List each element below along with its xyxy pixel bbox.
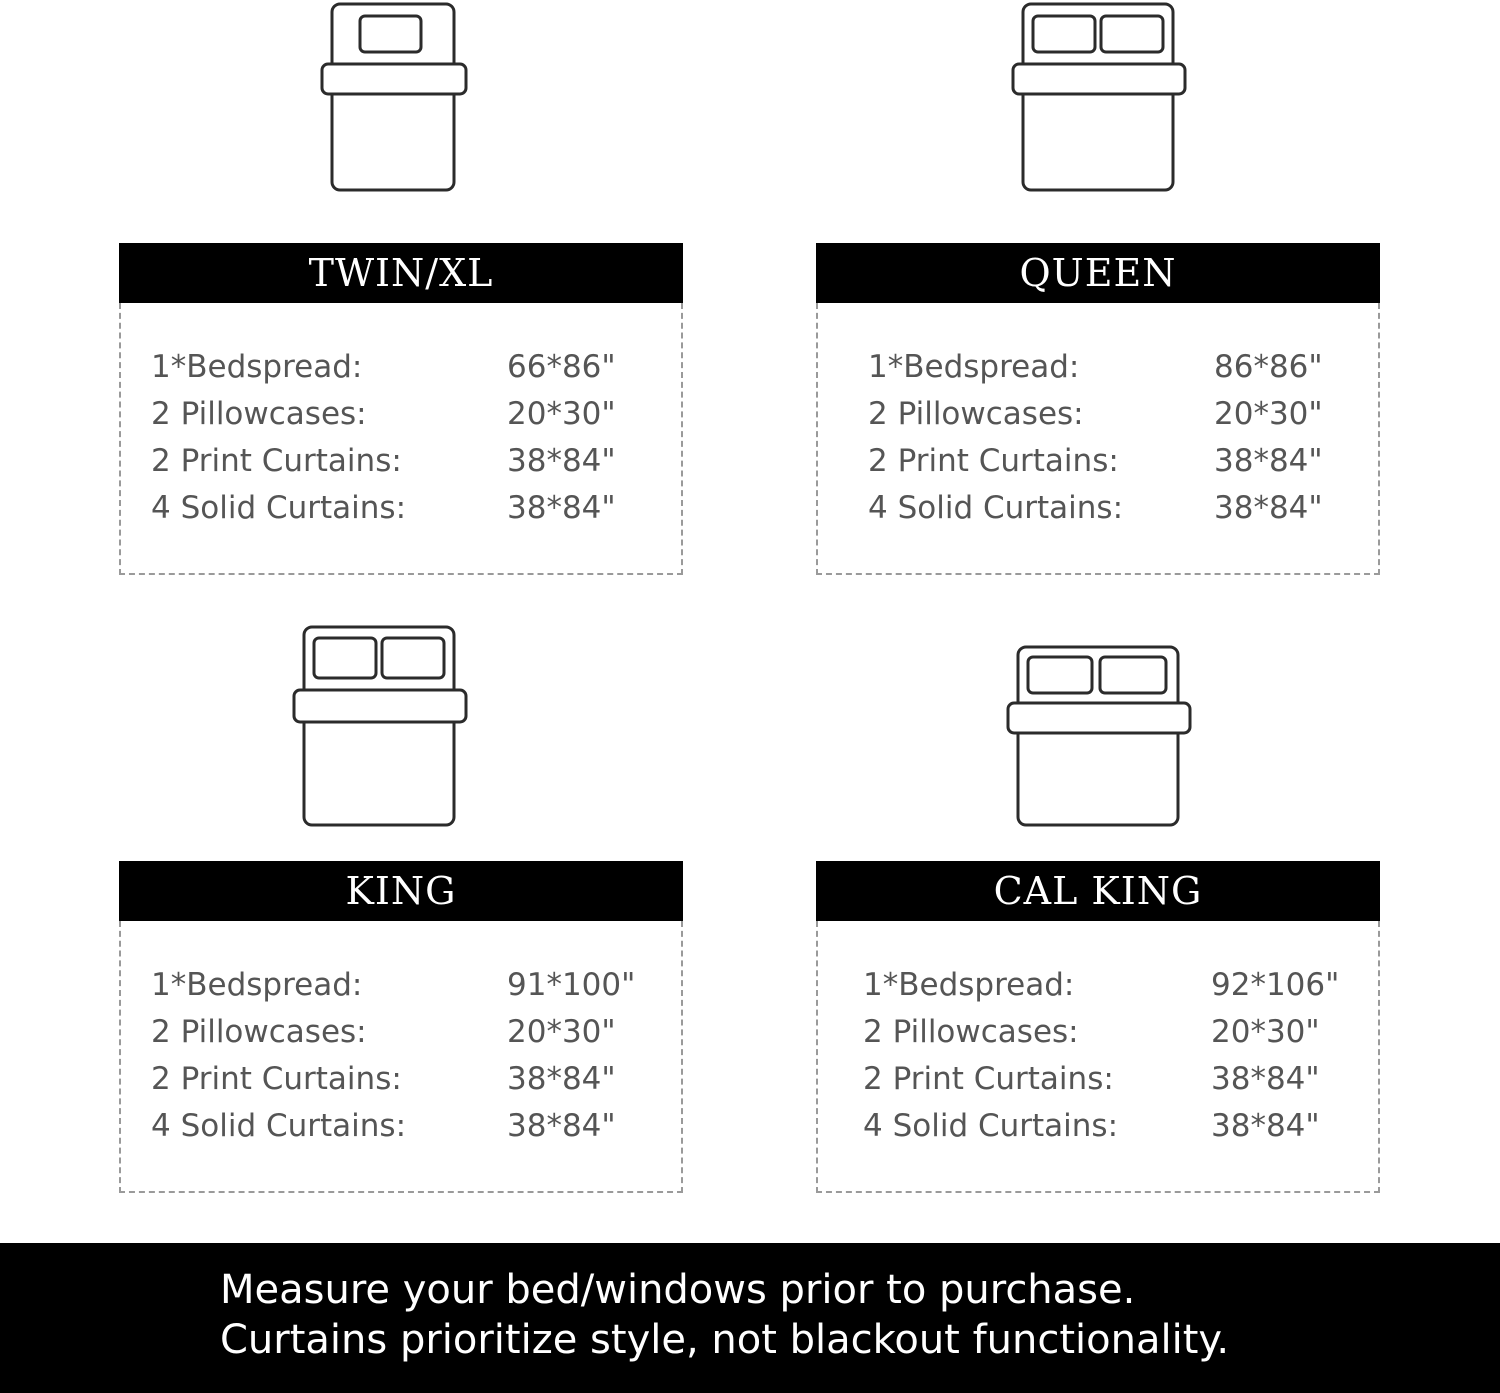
spec-item-value: 91*100" bbox=[507, 966, 636, 1003]
spec-item-value: 38*84" bbox=[1211, 1060, 1320, 1097]
spec-item-value: 20*30" bbox=[1211, 1013, 1320, 1050]
spec-item-label: 2 Print Curtains: bbox=[151, 442, 402, 479]
spec-row bbox=[868, 437, 1378, 484]
double-bed-icon bbox=[292, 625, 468, 827]
spec-item-value: 38*84" bbox=[1211, 1107, 1320, 1144]
spec-row bbox=[151, 390, 681, 437]
spec-list bbox=[119, 303, 683, 575]
spec-row bbox=[151, 437, 681, 484]
footer-line-blackout: Curtains prioritize style, not blackout functionality. bbox=[220, 1317, 1230, 1363]
spec-item-value: 38*84" bbox=[1214, 489, 1323, 526]
spec-item-label: 2 Pillowcases: bbox=[863, 1013, 1079, 1050]
footer-notice bbox=[0, 1243, 1500, 1393]
spec-row bbox=[151, 1055, 681, 1102]
size-card-king bbox=[119, 861, 683, 1193]
spec-row bbox=[151, 343, 681, 390]
spec-row bbox=[151, 961, 681, 1008]
spec-item-label: 1*Bedspread: bbox=[868, 348, 1080, 385]
spec-item-label: 1*Bedspread: bbox=[863, 966, 1075, 1003]
spec-item-value: 38*84" bbox=[507, 489, 616, 526]
spec-row bbox=[868, 390, 1378, 437]
size-card-queen bbox=[816, 243, 1380, 575]
size-card-cal-king bbox=[816, 861, 1380, 1193]
double-bed-icon bbox=[1011, 2, 1187, 192]
spec-item-value: 38*84" bbox=[507, 1107, 616, 1144]
size-title: CAL KING bbox=[816, 861, 1380, 921]
spec-item-label: 2 Print Curtains: bbox=[863, 1060, 1114, 1097]
spec-item-value: 86*86" bbox=[1214, 348, 1323, 385]
size-title: TWIN/XL bbox=[119, 243, 683, 303]
spec-list bbox=[119, 921, 683, 1193]
spec-item-value: 20*30" bbox=[1214, 395, 1323, 432]
spec-item-label: 2 Print Curtains: bbox=[868, 442, 1119, 479]
spec-row bbox=[868, 484, 1378, 531]
spec-item-label: 4 Solid Curtains: bbox=[868, 489, 1124, 526]
spec-item-label: 2 Print Curtains: bbox=[151, 1060, 402, 1097]
spec-item-label: 4 Solid Curtains: bbox=[863, 1107, 1119, 1144]
spec-item-label: 4 Solid Curtains: bbox=[151, 489, 407, 526]
spec-item-value: 38*84" bbox=[1214, 442, 1323, 479]
spec-list bbox=[816, 921, 1380, 1193]
spec-row bbox=[151, 1008, 681, 1055]
spec-row bbox=[863, 1008, 1378, 1055]
size-card-twin-xl bbox=[119, 243, 683, 575]
spec-row bbox=[863, 961, 1378, 1008]
spec-item-value: 38*84" bbox=[507, 1060, 616, 1097]
spec-row bbox=[151, 1102, 681, 1149]
spec-item-value: 66*86" bbox=[507, 348, 616, 385]
spec-item-value: 92*106" bbox=[1211, 966, 1340, 1003]
spec-row bbox=[863, 1102, 1378, 1149]
spec-item-label: 2 Pillowcases: bbox=[151, 395, 367, 432]
footer-line-measure: Measure your bed/windows prior to purchase. bbox=[220, 1267, 1136, 1313]
spec-item-label: 4 Solid Curtains: bbox=[151, 1107, 407, 1144]
spec-item-label: 1*Bedspread: bbox=[151, 348, 363, 385]
size-title: QUEEN bbox=[816, 243, 1380, 303]
double-bed-icon bbox=[1006, 645, 1192, 827]
spec-row bbox=[863, 1055, 1378, 1102]
size-title: KING bbox=[119, 861, 683, 921]
spec-item-value: 38*84" bbox=[507, 442, 616, 479]
spec-list bbox=[816, 303, 1380, 575]
single-bed-icon bbox=[320, 2, 468, 192]
spec-item-label: 2 Pillowcases: bbox=[868, 395, 1084, 432]
spec-item-label: 1*Bedspread: bbox=[151, 966, 363, 1003]
spec-item-label: 2 Pillowcases: bbox=[151, 1013, 367, 1050]
spec-row bbox=[868, 343, 1378, 390]
spec-item-value: 20*30" bbox=[507, 1013, 616, 1050]
spec-row bbox=[151, 484, 681, 531]
spec-item-value: 20*30" bbox=[507, 395, 616, 432]
